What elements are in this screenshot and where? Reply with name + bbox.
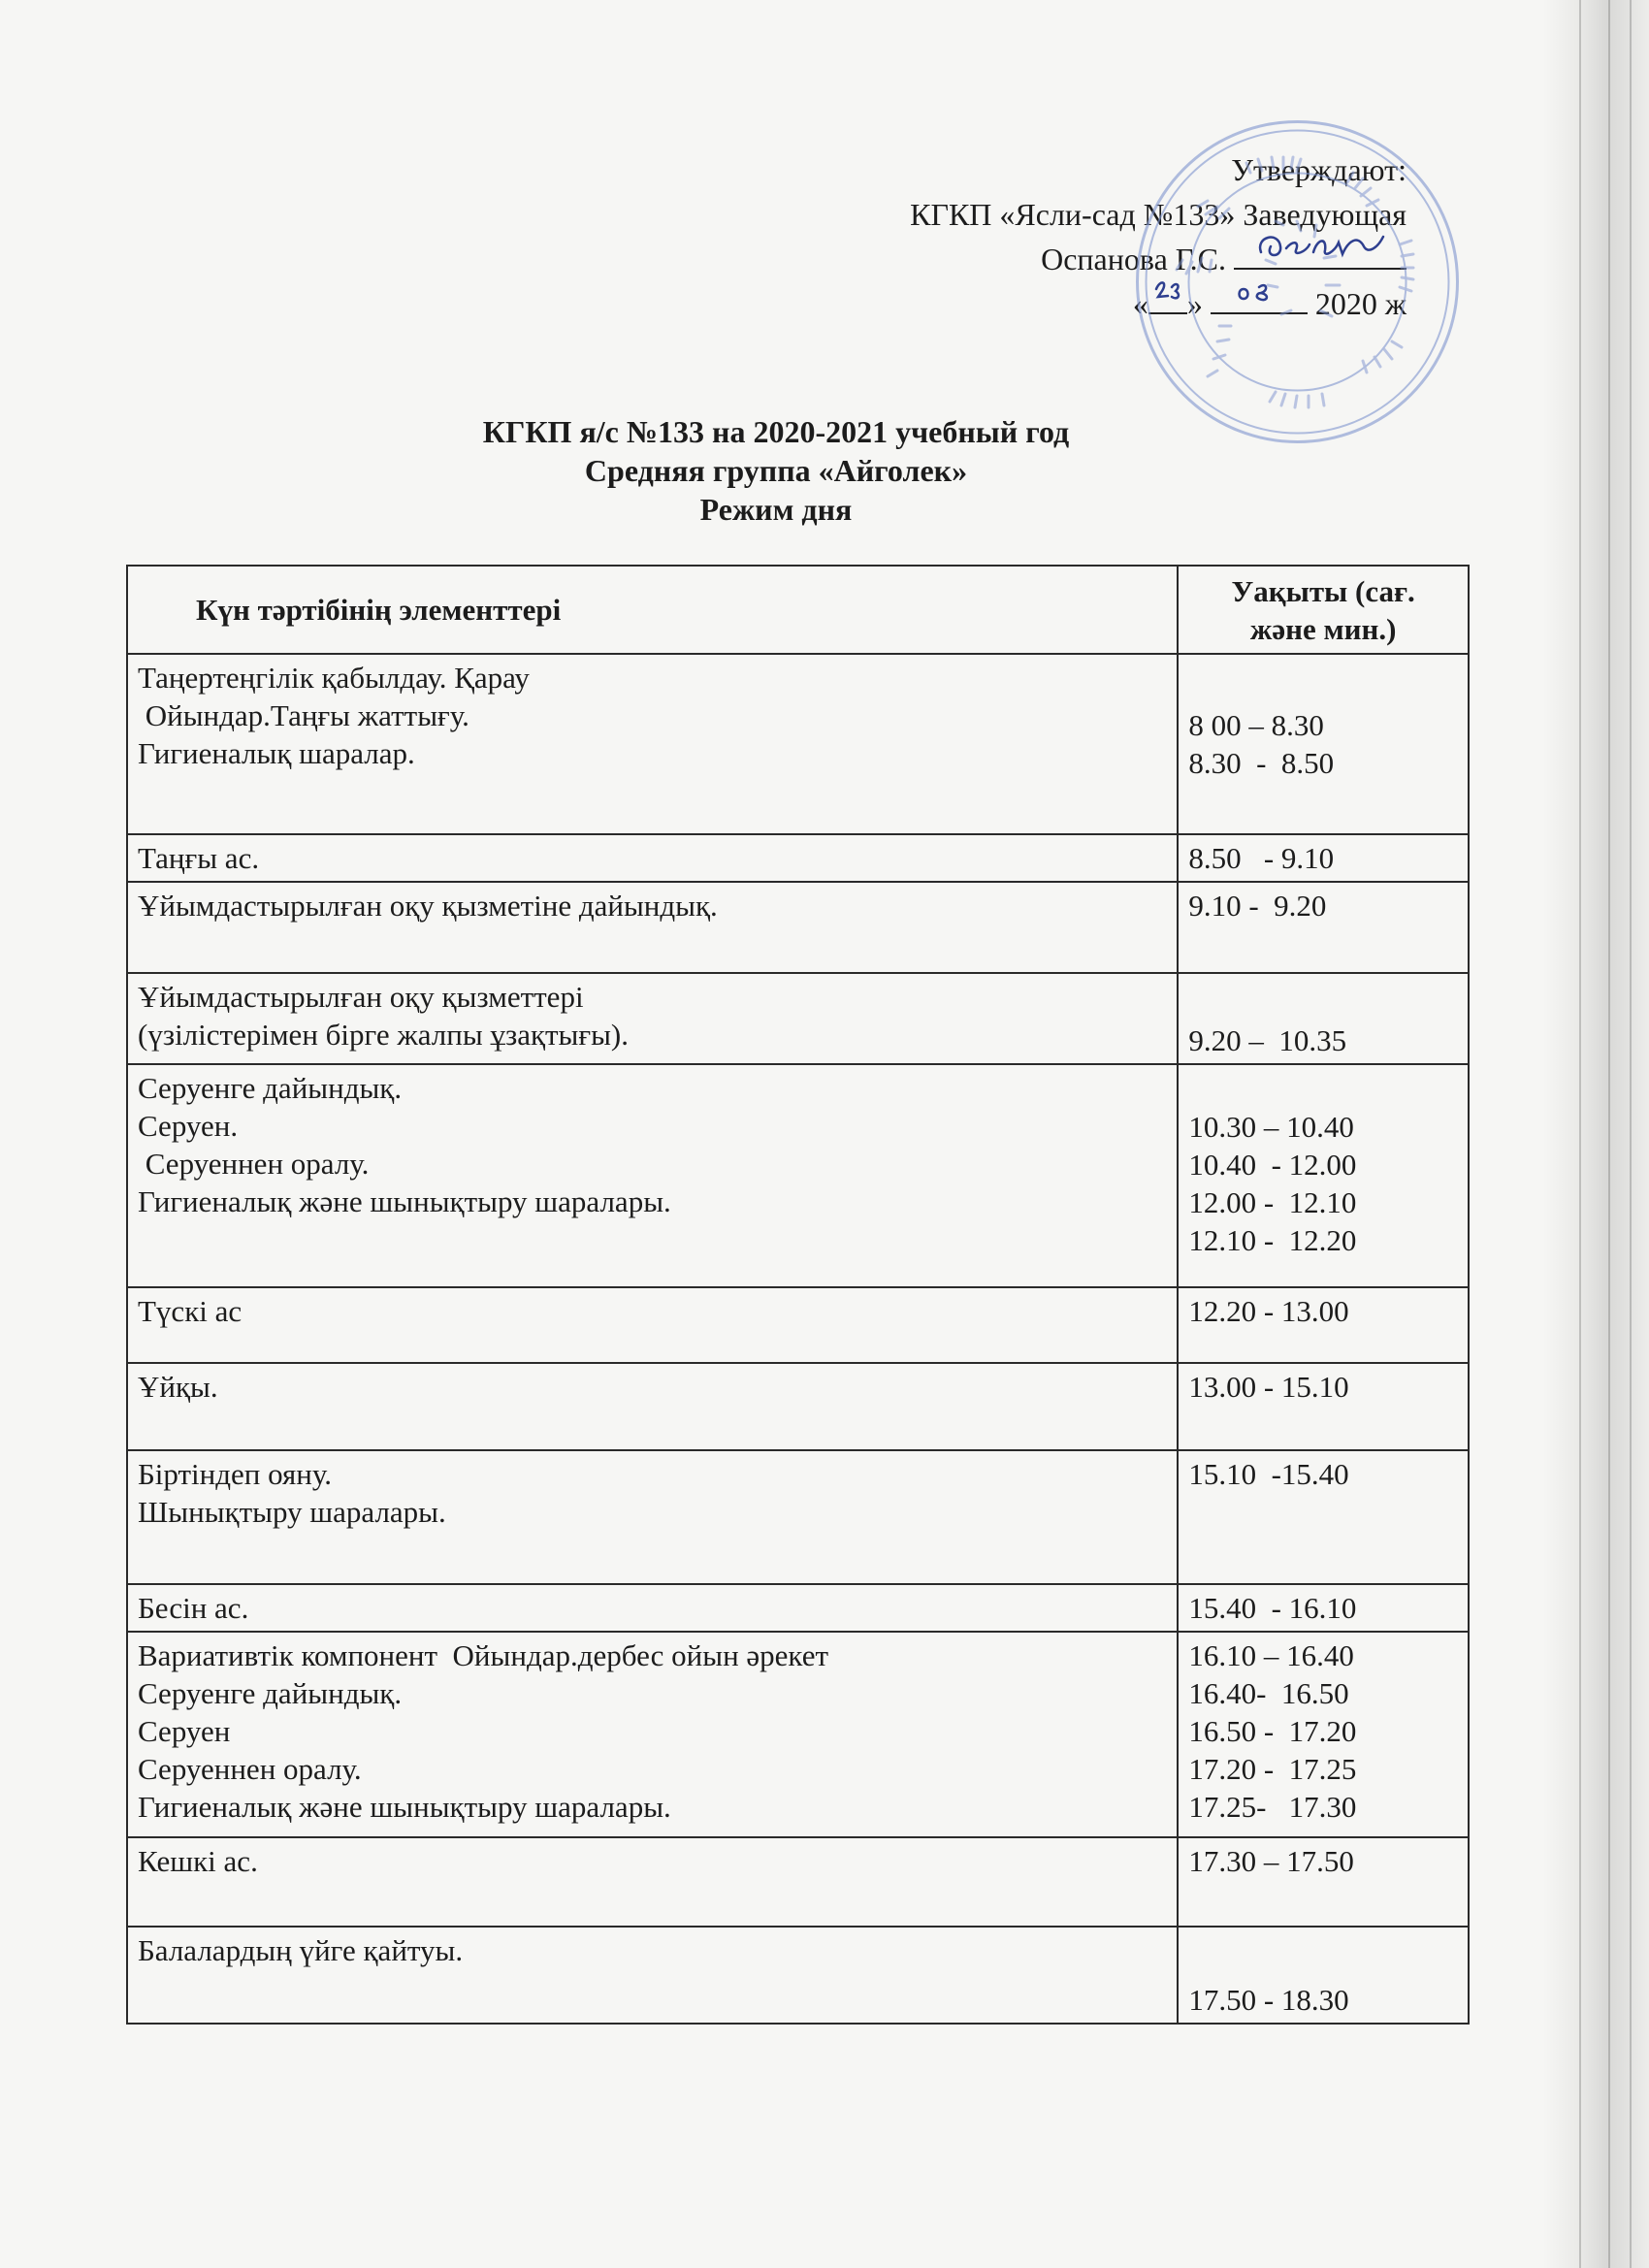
row-times [1178, 1927, 1469, 2024]
element-item: Ұйымдастырылған оқу қызметтері [138, 980, 584, 1014]
row-times [1178, 834, 1469, 882]
table-row [127, 834, 1469, 882]
time-item: 17.20 - 17.25 [1188, 1752, 1357, 1786]
scan-edge-line [1608, 0, 1610, 2268]
approval-heading: Утверждают: [1231, 152, 1406, 187]
row-times [1178, 1287, 1469, 1363]
row-elements [127, 1632, 1178, 1837]
row-elements [127, 1287, 1178, 1363]
time-item: 16.10 – 16.40 [1188, 1638, 1354, 1672]
scan-edge-line [1579, 0, 1581, 2268]
element-item: Ойындар.Таңғы жаттығу. [138, 698, 469, 732]
row-elements [127, 1927, 1178, 2024]
time-item: 12.20 - 13.00 [1188, 1294, 1349, 1328]
document-title-schedule: Режим дня [699, 492, 853, 527]
element-item: Гигиеналық және шынықтыру шаралары. [138, 1184, 671, 1218]
table-row [127, 1837, 1469, 1927]
document-title-group: Средняя группа «Айголек» [584, 453, 968, 488]
table-row [127, 1363, 1469, 1450]
row-elements [127, 834, 1178, 882]
element-item: Вариативтік компонент Ойындар.дербес ойын әрекет [138, 1638, 829, 1672]
approval-name: Оспанова Г.С. [1041, 242, 1226, 276]
time-item: 15.40 - 16.10 [1188, 1591, 1357, 1625]
date-quote-open: « [1132, 286, 1148, 321]
row-times [1178, 1584, 1469, 1632]
time-item: 17.25- 17.30 [1188, 1790, 1357, 1824]
date-quote-close: » [1186, 286, 1203, 321]
element-item: Бесін ас. [138, 1591, 249, 1625]
element-item: Шынықтыру шаралары. [138, 1495, 446, 1529]
row-times [1178, 882, 1469, 973]
time-item: 17.30 – 17.50 [1188, 1844, 1354, 1878]
table-row [127, 1287, 1469, 1363]
element-item: Серуеннен оралу. [138, 1147, 370, 1181]
time-item: 10.40 - 12.00 [1188, 1148, 1357, 1182]
element-item: Ұйқы. [138, 1370, 218, 1404]
time-item: 12.10 - 12.20 [1188, 1223, 1357, 1257]
table-row [127, 1064, 1469, 1287]
time-item: 8 00 – 8.30 [1188, 708, 1324, 742]
header-elements: Күн тәртібінің элементтері [127, 566, 1178, 654]
row-times [1178, 1837, 1469, 1927]
approval-org: КГКП «Ясли-сад №133» Заведующая [910, 197, 1406, 232]
element-item: Серуен [138, 1714, 231, 1748]
time-item: 8.30 - 8.50 [1188, 746, 1335, 780]
header-time-line1: Уақыты (сағ. [1231, 573, 1415, 608]
table-row [127, 973, 1469, 1064]
document-title-org: КГКП я/с №133 на 2020-2021 учебный год [482, 414, 1070, 449]
row-times [1178, 1632, 1469, 1837]
time-item: 17.50 - 18.30 [1188, 1983, 1349, 2017]
time-item: 10.30 – 10.40 [1188, 1110, 1354, 1144]
scan-edge-shadow [1542, 0, 1649, 2268]
header-time [1178, 566, 1469, 654]
scan-edge-line [1630, 0, 1632, 2268]
element-item: Балалардың үйге қайтуы. [138, 1933, 464, 1967]
row-times [1178, 654, 1469, 834]
row-elements [127, 1363, 1178, 1450]
row-times [1178, 973, 1469, 1064]
element-item: Гигиеналық шаралар. [138, 736, 415, 770]
header-time-line2: және мин.) [1249, 611, 1397, 646]
element-item: (үзілістерімен бірге жалпы ұзақтығы). [138, 1018, 630, 1052]
element-item: Серуенге дайындық. [138, 1071, 403, 1105]
element-item: Таңертеңгілік қабылдау. Қарау [138, 661, 530, 695]
row-elements [127, 1064, 1178, 1287]
row-elements [127, 1584, 1178, 1632]
table-header-row [127, 566, 1469, 654]
time-item: 13.00 - 15.10 [1188, 1370, 1349, 1404]
row-elements [127, 654, 1178, 834]
table-row [127, 1584, 1469, 1632]
time-item: 16.40- 16.50 [1188, 1676, 1349, 1710]
table-row [127, 882, 1469, 973]
element-item: Серуен. [138, 1109, 239, 1143]
time-item: 12.00 - 12.10 [1188, 1185, 1357, 1219]
table-row [127, 1632, 1469, 1837]
row-times [1178, 1450, 1469, 1584]
row-times [1178, 1363, 1469, 1450]
element-item: Кешкі ас. [138, 1844, 258, 1878]
element-item: Серуенге дайындық. [138, 1676, 403, 1710]
daily-schedule-table [126, 565, 1470, 2025]
element-item: Ұйымдастырылған оқу қызметіне дайындық. [138, 889, 718, 923]
time-item: 8.50 - 9.10 [1188, 841, 1335, 875]
row-elements [127, 1450, 1178, 1584]
table-row [127, 1927, 1469, 2024]
table-row [127, 654, 1469, 834]
element-item: Гигиеналық және шынықтыру шаралары. [138, 1790, 671, 1824]
element-item: Серуеннен оралу. [138, 1752, 362, 1786]
element-item: Біртіндеп ояну. [138, 1457, 333, 1491]
time-item: 9.20 – 10.35 [1188, 1023, 1347, 1057]
time-item: 16.50 - 17.20 [1188, 1714, 1357, 1748]
element-item: Таңғы ас. [138, 841, 260, 875]
row-elements [127, 882, 1178, 973]
organization-stamp-icon [1130, 114, 1465, 449]
table-row [127, 1450, 1469, 1584]
row-times [1178, 1064, 1469, 1287]
row-elements [127, 973, 1178, 1064]
date-year: 2020 ж [1314, 286, 1406, 321]
element-item: Түскі ас [138, 1294, 242, 1328]
document-titles [0, 412, 1552, 529]
time-item: 9.10 - 9.20 [1188, 889, 1327, 923]
row-elements [127, 1837, 1178, 1927]
time-item: 15.10 -15.40 [1188, 1457, 1349, 1491]
